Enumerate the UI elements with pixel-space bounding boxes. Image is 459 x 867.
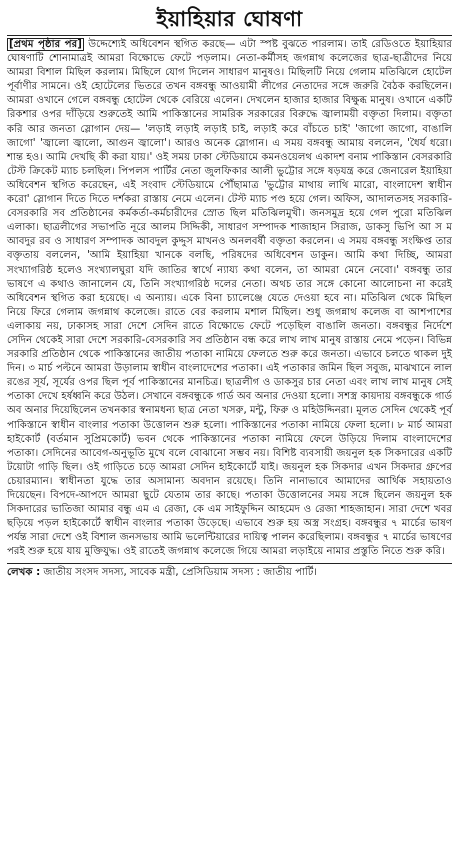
article-body [7, 38, 452, 559]
article-headline: ইয়াহিয়ার ঘোষণা [156, 7, 303, 31]
article-body-text: উদ্দেশ্যেই অধিবেশন স্থগিত করছে— এটা স্পষ্ট বুঝতে পারলাম। তাই রেডিওতে ইয়াহিয়ার ঘোষণাটি শোনামাত্রই আমরা বিক্ষোভে ফেটে পড়লাম। নেতা-কর্মীসহ জগন্নাথ কলেজের ছাত্র-ছাত্রীদের নিয়ে আমরা বিশাল মিছিল করলাম। মিছিলে যোগ দিলেন সাধারণ মানুষও। মিছিলটি নিয়ে গেলাম মতিঝিলে হোটেল পূর্বাণীর সামনে। ওই হোটেলের ভিতরে তখন বঙ্গবন্ধু আওয়ামী লীগের নেতাদের সঙ্গে জরুরি বৈঠক করছিলেন। আমরা ওখানে গেলে বঙ্গবন্ধু হোটেল থেকে বেরিয়ে এলেন। দেখলেন হাজার হাজার বিক্ষুব্ধ মানুষ। ওখানে একটি রিকশার ওপর দাঁড়িয়ে শুরুতেই আমি পাকিস্তানের সামরিক সরকারের বিরুদ্ধে জ্বালাময়ী বক্তৃতা দিলাম। বক্তৃতা করি আর জনতা স্লোগান দেয়— 'লড়াই লড়াই লড়াই চাই, লড়াই করে বাঁচতে চাই' 'জাগো জাগো, বাঙালি জাগো' 'জ্বালো জ্বালো, আগুন জ্বালো'। আরও অনেক স্লোগান। এ সময় বঙ্গবন্ধু আমায় বললেন, 'ধৈর্য ধরো। শান্ত হও। আমি দেখছি কী করা যায়।' ওই সময় ঢাকা স্টেডিয়ামে কমনওয়েলথ একাদশ বনাম পাকিস্তান বেসরকারি টেস্ট ক্রিকেট ম্যাচ চলছিল। পিপলস পার্টির নেতা জুলফিকার আলী ভুট্টোর সঙ্গে ষড়যন্ত্র করে জেনারেল ইয়াহিয়া অধিবেশন স্থগিত করেছেন, এই সংবাদ স্টেডিয়ামে পৌঁছামাত্র 'ভুট্টোর মাথায় লাথি মারো, বাংলাদেশ স্বাধীন করো' স্লোগান দিতে দিতে দর্শকরা রাস্তায় নেমে এলেন। টেস্ট ম্যাচ পণ্ড হয়ে গেল। অফিস, আদালতসহ সরকারি-বেসরকারি সব প্রতিষ্ঠানের কর্মকর্তা-কর্মচারীদের স্রোত ছিল মতিঝিলমুখী। জনসমুদ্র হয়ে গেল পুরো মতিঝিল এলাকা। ছাত্রলীগের সভাপতি নূরে আলম সিদ্দিকী, সাধারণ সম্পাদক শাজাহান সিরাজ, ডাকসু ভিপি আ স ম আবদুর রব ও সাধারণ সম্পাদক আবদুল কুদ্দুস মাখনও অনলবর্ষী বক্তৃতা করলেন। এ সময় বঙ্গবন্ধু সংক্ষিপ্ত তার বক্তৃতায় বললেন, 'আমি ইয়াহিয়া খানকে বলছি, পরিষদের অধিবেশন ডাকুন। আমি কথা দিচ্ছি, আমরা সংখ্যাগরিষ্ঠ হলেও সংখ্যালঘুরা যদি জাতির স্বার্থে ন্যায্য কথা বলেন, তা আমরা মেনে নেবো।' বঙ্গবন্ধু তার ভাষণে এ কথাও জানালেন যে, তিনি সংখ্যাগরিষ্ঠ দলের নেতা। অথচ তার সঙ্গে কোনো আলোচনা না করেই অধিবেশন স্থগিত করা হয়েছে। এ অন্যায়। একে বিনা চ্যালেঞ্জে যেতে দেওয়া হবে না। মতিঝিল থেকে মিছিল নিয়ে ফিরে গেলাম জগন্নাথ কলেজে। রাতে বের করলাম মশাল মিছিল। শুধু জগন্নাথ কলেজ বা আশপাশের এলাকায় নয়, ঢাকাসহ সারা দেশে সেদিন রাতে বিক্ষোভে ফেটে পড়েছিল বাঙালি জনতা। বঙ্গবন্ধুর নির্দেশে সেদিন থেকেই সারা দেশে সরকারি-বেসরকারি সব প্রতিষ্ঠান বন্ধ করে লাখ লাখ মানুষ রাস্তায় নেমে পড়েন। বিভিন্ন সরকারি প্রতিষ্ঠান থেকে পাকিস্তানের জাতীয় পতাকা নামিয়ে ফেলতে শুরু করে জনতা। এভাবে চলতে থাকল দুই দিন। ৩ মার্চ পল্টনে আমরা উড়ালাম স্বাধীন বাংলাদেশের পতাকা। এই পতাকার জমিন ছিল সবুজ, মাঝখানে লাল রঙের সূর্য, সূর্যের ওপর ছিল পূর্ব পাকিস্তানের মানচিত্র। ছাত্রলীগ ও ডাকসুর চার নেতা এবং লাখ লাখ মানুষ সেই পতাকা দেখে হর্ষধ্বনি করে উঠল। সেখানে বঙ্গবন্ধুকে গার্ড অব অনার দেওয়া হলো। সশস্ত্র কায়দায় বঙ্গবন্ধুকে গার্ড অব অনার দিয়েছিলেন তখনকার স্বনামধন্য ছাত্র নেতা খসরু, মন্টু, ফিরু ও মহিউদ্দিনরা। মূলত সেদিন থেকেই পূর্ব পাকিস্তানে স্বাধীন বাংলার পতাকা উত্তোলন শুরু হলো। পাকিস্তানের পতাকা নামিয়ে ফেলা হলো। ৮ মার্চ আমরা হাইকোর্ট (বর্তমান সুপ্রিমকোর্ট) ভবন থেকে পাকিস্তানের পতাকা নামিয়ে ফেলে উড়িয়ে দিলাম বাংলাদেশের পতাকা। সেদিনের আবেগ-অনুভূতি মুখে বলে বোঝানো সম্ভব নয়। বিশিষ্ট ব্যবসায়ী জয়নুল হক সিকদারের একটি টয়োটা গাড়ি ছিল। ওই গাড়িতে চড়ে আমরা সেদিন হাইকোর্টে যাই। জয়নুল হক সিকদার এখন সিকদার গ্রুপের চেয়ারম্যান। স্বাধীনতা যুদ্ধে তার অসামান্য অবদান রয়েছে। তিনি নানাভাবে আমাদের আর্থিক সহায়তাও দিয়েছেন। বিপদে-আপদে আমরা ছুটে যেতাম তার কাছে। পতাকা উত্তোলনের সময় সঙ্গে ছিলেন জয়নুল হক সিকদারের ভাতিজা আমার বন্ধু এম এ রেজা, কে এম সাইফুদ্দিন আহমেদ ও রেজা শাহজাহান। সারা দেশে খবর ছড়িয়ে পড়ল হাইকোর্টে স্বাধীন বাংলার পতাকা উড়েছে। এভাবে শুরু হয় অস্ত্র সংগ্রহ। বঙ্গবন্ধুর ৭ মার্চের ভাষণ পর্যন্ত সারা দেশে ওই বিশাল জনসভায় আমি ভলেন্টিয়ারের দায়িত্ব পালন করেছিলাম। বঙ্গবন্ধুর ৭ মার্চের ভাষণের পরই শুরু হয়ে যায় মুক্তিযুদ্ধ। ওই রাতেই জগন্নাথ কলেজে গিয়ে আমরা লড়াইয়ে নামার প্রস্তুতি নিতে শুরু করি। [7, 39, 453, 558]
byline-divider [7, 563, 452, 564]
byline-text: জাতীয় সংসদ সদস্য, সাবেক মন্ত্রী, প্রেসিডিয়াম সদস্য : জাতীয় পার্টি। [43, 567, 318, 579]
headline-divider [7, 35, 452, 36]
author-byline [7, 566, 452, 580]
continued-from-label: [প্রথম পৃষ্ঠার পর] [9, 39, 82, 50]
byline-label: লেখক : [7, 567, 41, 579]
